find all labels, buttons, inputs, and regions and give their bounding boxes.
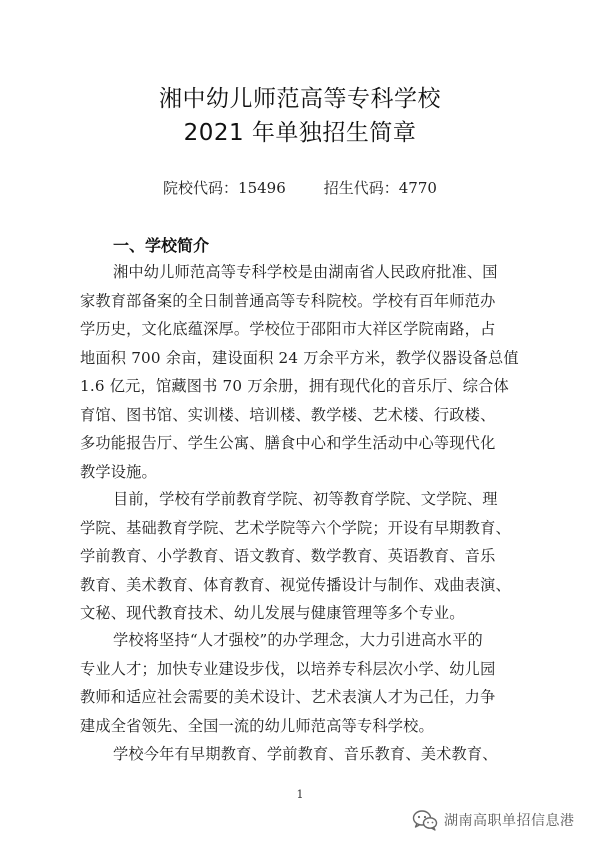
enroll-code: 招生代码：4770 bbox=[323, 179, 437, 197]
paragraph-line: 学院、基础教育学院、艺术学院等六个学院；开设有早期教育、 bbox=[80, 518, 511, 537]
paragraph-majors bbox=[80, 740, 530, 769]
paragraph-line: 学历史，文化底蕴深厚。学校位于邵阳市大祥区学院南路，占 bbox=[80, 320, 496, 338]
document-title-line1: 湘中幼儿师范高等专科学校 bbox=[159, 86, 441, 112]
paragraph-line: 目前，学校有学前教育学院、初等教育学院、文学院、理 bbox=[113, 490, 498, 508]
paragraph-line: 1.6 亿元，馆藏图书 70 万余册，拥有现代化的音乐厅、综合体 bbox=[80, 377, 509, 395]
paragraph-line: 学前教育、小学教育、语文教育、数学教育、英语教育、音乐 bbox=[80, 547, 496, 565]
watermark-text: 湖南高职单招信息港 bbox=[444, 813, 575, 829]
wechat-icon bbox=[412, 809, 438, 831]
paragraph-intro bbox=[80, 258, 530, 486]
paragraph-line: 教学设施。 bbox=[80, 462, 157, 481]
page-number: 1 bbox=[296, 788, 304, 801]
section-heading: 一、学校简介 bbox=[113, 236, 210, 255]
paragraph-philosophy bbox=[80, 626, 530, 740]
paragraph-line: 多功能报告厅、学生公寓、膳食中心和学生活动中心等现代化 bbox=[80, 434, 496, 452]
paragraph-line: 学校将坚持“人才强校”的办学理念，大力引进高水平的 bbox=[113, 631, 483, 649]
paragraph-line: 湘中幼儿师范高等专科学校是由湖南省人民政府批准、国 bbox=[113, 263, 498, 281]
codes-line bbox=[0, 177, 600, 198]
paragraph-line: 建成全省领先、全国一流的幼儿师范高等专科学校。 bbox=[80, 716, 434, 735]
paragraph-line: 育馆、图书馆、实训楼、培训楼、教学楼、艺术楼、行政楼、 bbox=[80, 405, 496, 424]
document-title-line2: 2021 年单独招生简章 bbox=[183, 120, 417, 146]
watermark bbox=[412, 806, 598, 834]
paragraph-line: 文秘、现代教育技术、幼儿发展与健康管理等多个专业。 bbox=[80, 604, 465, 622]
paragraph-line: 教育、美术教育、体育教育、视觉传播设计与制作、戏曲表演、 bbox=[80, 575, 511, 594]
school-code: 院校代码：15496 bbox=[163, 179, 286, 197]
paragraph-line: 学校今年有早期教育、学前教育、音乐教育、美术教育、 bbox=[113, 745, 498, 763]
paragraph-line: 地面积 700 余亩，建设面积 24 万余平方米，教学仪器设备总值 bbox=[80, 348, 519, 367]
paragraph-line: 教师和适应社会需要的美术设计、艺术表演人才为己任，力争 bbox=[80, 688, 496, 706]
paragraph-line: 专业人才；加快专业建设步伐，以培养专科层次小学、幼儿园 bbox=[80, 659, 496, 678]
paragraph-line: 家教育部备案的全日制普通高等专科院校。学校有百年师范办 bbox=[80, 291, 496, 310]
paragraph-colleges bbox=[80, 485, 530, 628]
